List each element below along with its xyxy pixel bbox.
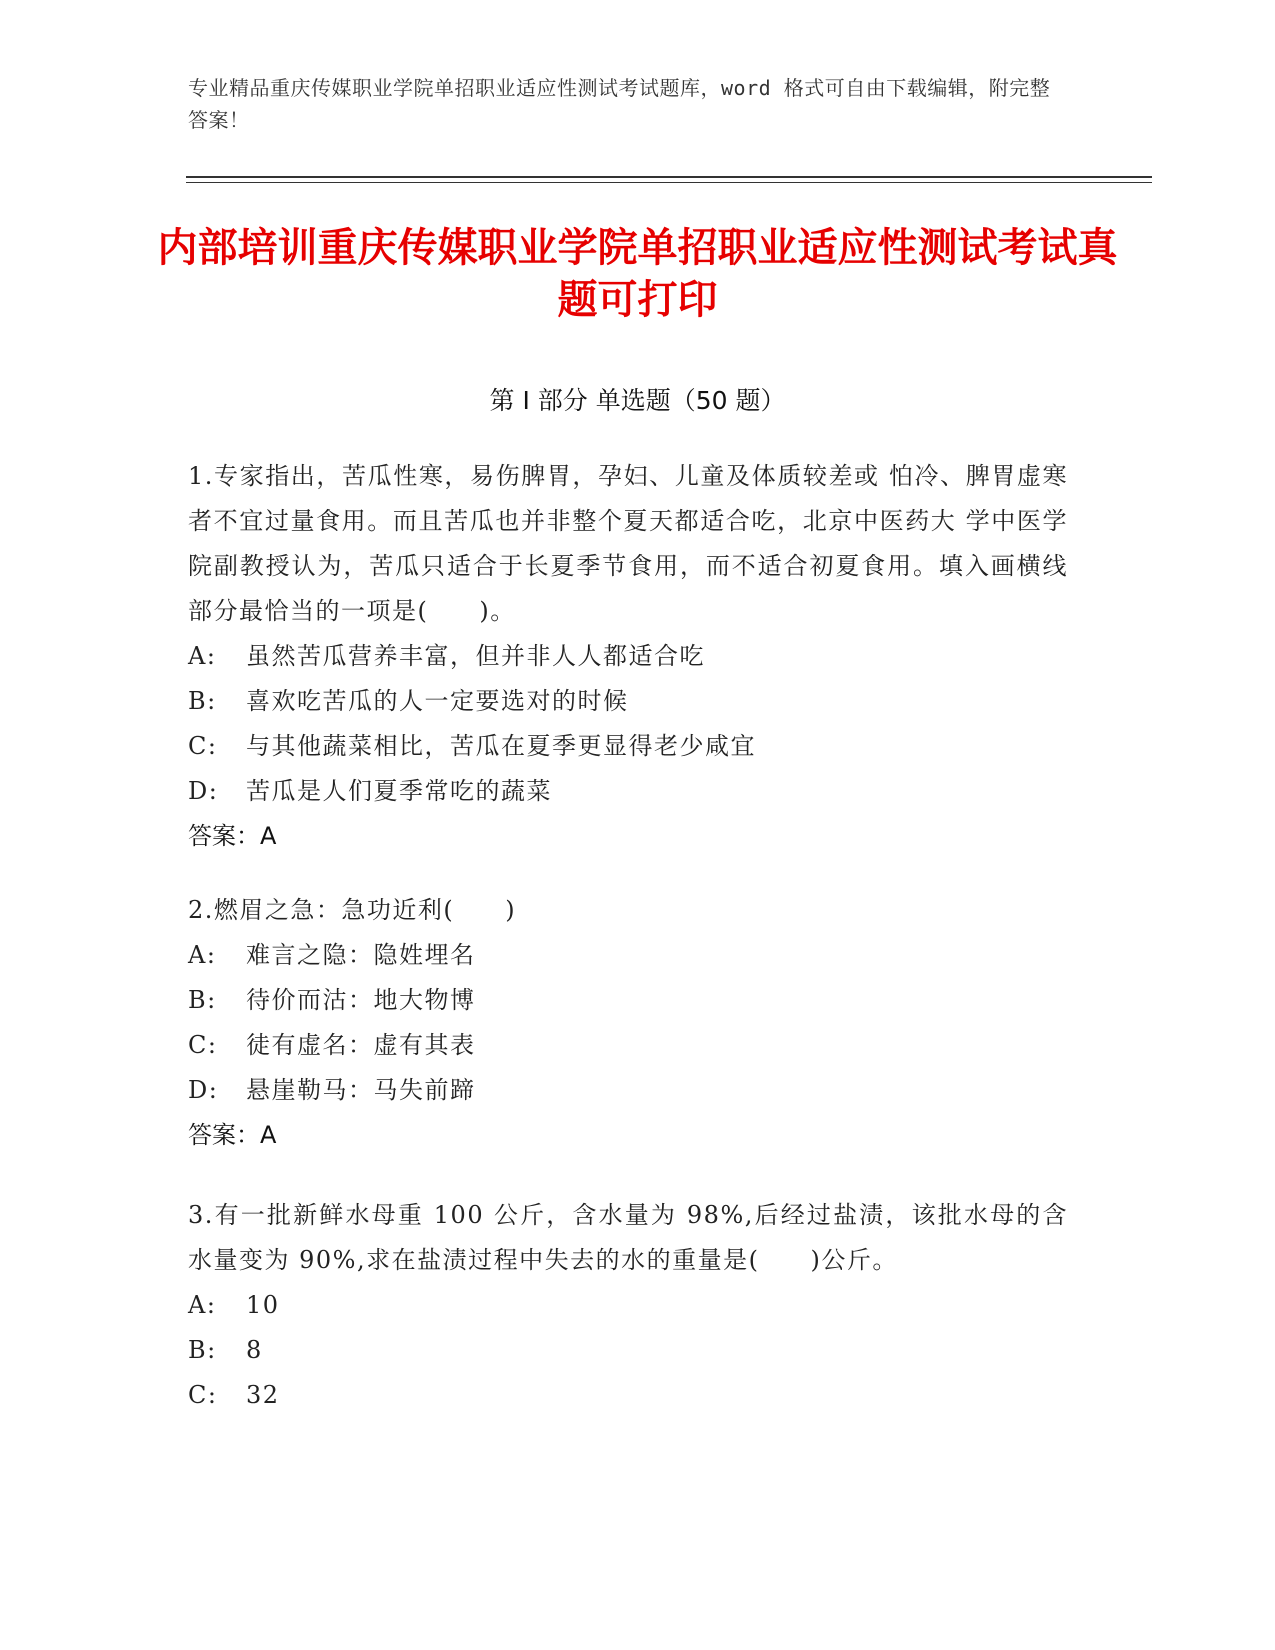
option-text: 难言之隐：隐姓埋名 (246, 941, 476, 969)
question-3 (188, 1193, 1068, 1418)
option-letter: A: (188, 941, 217, 969)
option-letter: D: (188, 777, 219, 805)
header-divider-thick (186, 176, 1152, 178)
option-letter: A: (188, 1291, 217, 1319)
option-a (188, 634, 1068, 679)
option-a (188, 1283, 1068, 1328)
header-divider-thin (186, 182, 1152, 183)
section-heading: 第 I 部分 单选题（50 题） (489, 386, 786, 415)
question-2 (188, 888, 1068, 1158)
option-a (188, 933, 1068, 978)
option-letter: C: (188, 732, 218, 760)
question-stem: 1.专家指出，苦瓜性寒，易伤脾胃，孕妇、儿童及体质较差或 怕冷、脾胃虚寒者不宜过量食用。而且苦瓜也并非整个夏天都适合吃，北京中医药大 学中医学院副教授认为，苦瓜只适合于长夏季节食用，而不适合初夏食用。填入画横线部分最恰当的一项是( )。 (188, 462, 1068, 625)
option-letter: C: (188, 1381, 218, 1409)
question-1 (188, 454, 1068, 859)
option-letter: B: (188, 687, 217, 715)
option-text: 与其他蔬菜相比，苦瓜在夏季更显得老少咸宜 (246, 732, 756, 760)
header-note: 专业精品重庆传媒职业学院单招职业适应性测试考试题库，word 格式可自由下载编辑，附完整答案！ (188, 76, 1051, 132)
option-text: 32 (246, 1381, 280, 1409)
option-text: 8 (246, 1336, 263, 1364)
option-b (188, 1328, 1068, 1373)
option-text: 10 (246, 1291, 280, 1319)
option-text: 苦瓜是人们夏季常吃的蔬菜 (246, 777, 552, 805)
option-letter: A: (188, 642, 217, 670)
option-text: 喜欢吃苦瓜的人一定要选对的时候 (246, 687, 629, 715)
option-b (188, 679, 1068, 724)
document-title: 内部培训重庆传媒职业学院单招职业适应性测试考试真题可打印 (157, 225, 1118, 323)
option-d (188, 1068, 1068, 1113)
option-letter: B: (188, 1336, 217, 1364)
option-b (188, 978, 1068, 1023)
option-text: 徒有虚名：虚有其表 (246, 1031, 476, 1059)
option-letter: D: (188, 1076, 219, 1104)
question-stem: 2.燃眉之急：急功近利( ) (188, 896, 517, 924)
option-d (188, 769, 1068, 814)
answer-text: 答案：A (188, 822, 277, 850)
question-stem: 3.有一批新鲜水母重 100 公斤，含水量为 98%,后经过盐渍，该批水母的含水量变为 90%,求在盐渍过程中失去的水的重量是( )公斤。 (188, 1201, 1068, 1274)
option-text: 待价而沽：地大物博 (246, 986, 476, 1014)
option-c (188, 1373, 1068, 1418)
option-letter: C: (188, 1031, 218, 1059)
option-text: 虽然苦瓜营养丰富，但并非人人都适合吃 (246, 642, 705, 670)
answer-text: 答案：A (188, 1121, 277, 1149)
option-letter: B: (188, 986, 217, 1014)
option-text: 悬崖勒马：马失前蹄 (246, 1076, 476, 1104)
option-c (188, 724, 1068, 769)
option-c (188, 1023, 1068, 1068)
